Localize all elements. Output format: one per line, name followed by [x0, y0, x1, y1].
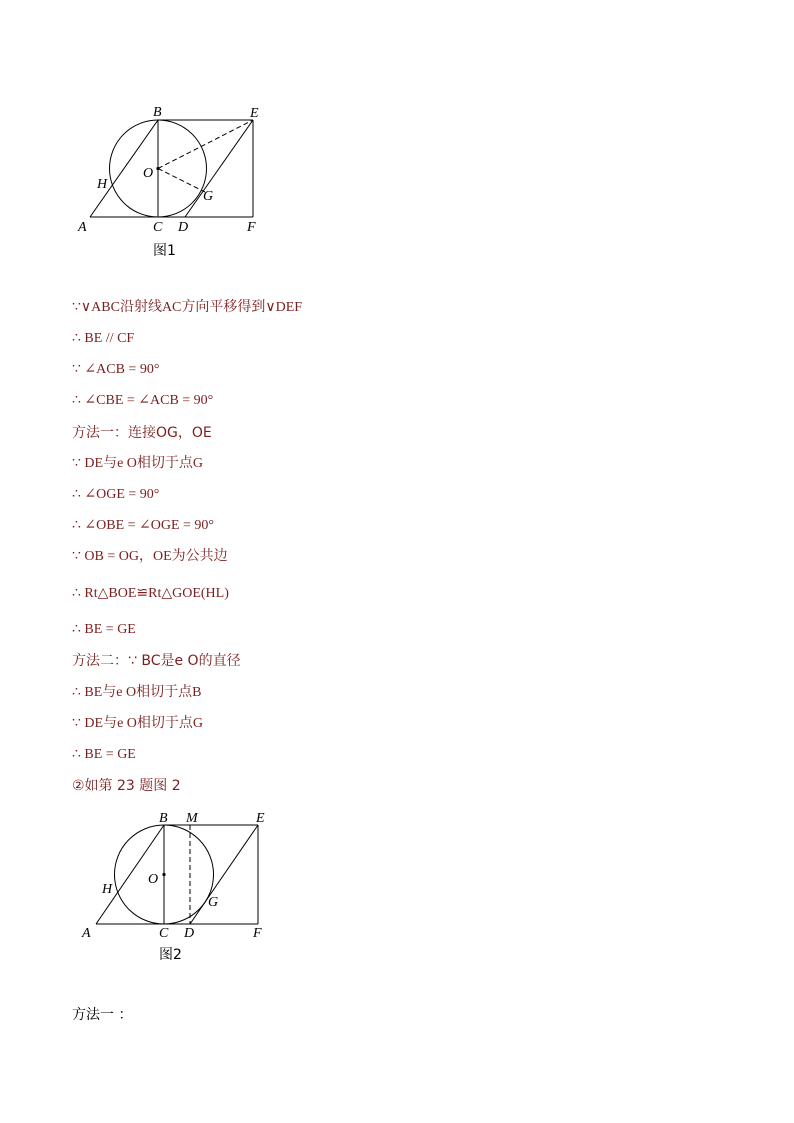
- figure-2: [74, 806, 304, 946]
- method-one-heading: 方法一：连接OG，OE: [72, 425, 212, 441]
- method-one-footer: 方法一 ：: [72, 1007, 133, 1023]
- sub-question-2: ②如第 23 题图 2: [72, 778, 181, 794]
- label-H: H: [102, 882, 113, 897]
- label-C: C: [159, 926, 169, 941]
- label-M: M: [186, 811, 198, 826]
- proof-line: ∴ ∠OGE = 90°: [72, 487, 160, 502]
- label-E: E: [250, 106, 259, 121]
- label-E: E: [256, 811, 265, 826]
- proof-line: ∵ DE与e O相切于点G: [72, 456, 204, 471]
- proof-line: ∴ BE = GE: [72, 622, 136, 637]
- method-two-heading: 方法二：∵ BC是e O的直径: [72, 653, 241, 669]
- figure-2-diagram: [74, 806, 304, 946]
- proof-line: ∴ ∠OBE = ∠OGE = 90°: [72, 518, 215, 533]
- label-D: D: [184, 926, 195, 941]
- label-G: G: [203, 189, 214, 204]
- figure-1-caption: 图1: [153, 243, 176, 259]
- label-D: D: [178, 220, 189, 235]
- label-O: O: [143, 166, 154, 181]
- label-O: O: [148, 872, 159, 887]
- proof-line: ∴ BE与e O相切于点B: [72, 685, 202, 700]
- proof-line: ∴ ∠CBE = ∠ACB = 90°: [72, 393, 214, 408]
- label-H: H: [97, 177, 108, 192]
- label-F: F: [247, 220, 256, 235]
- proof-line: ∵ OB = OG，OE为公共边: [72, 549, 228, 564]
- figure-1-diagram: [70, 100, 300, 240]
- proof-line: ∴ Rt△BOE≌Rt△GOE(HL): [72, 586, 229, 601]
- label-B: B: [153, 105, 162, 120]
- label-G: G: [208, 895, 219, 910]
- label-F: F: [253, 926, 262, 941]
- figure-2-caption: 图2: [159, 947, 182, 963]
- proof-line: ∵ DE与e O相切于点G: [72, 716, 204, 731]
- label-A: A: [78, 220, 87, 235]
- proof-line: ∴ BE // CF: [72, 331, 135, 346]
- proof-line: ∵∨ABC沿射线AC方向平移得到∨DEF: [72, 300, 303, 315]
- label-A: A: [82, 926, 91, 941]
- proof-line: ∵ ∠ACB = 90°: [72, 362, 160, 377]
- label-C: C: [153, 220, 163, 235]
- figure-1: [70, 100, 300, 240]
- label-B: B: [159, 811, 168, 826]
- proof-line: ∴ BE = GE: [72, 747, 136, 762]
